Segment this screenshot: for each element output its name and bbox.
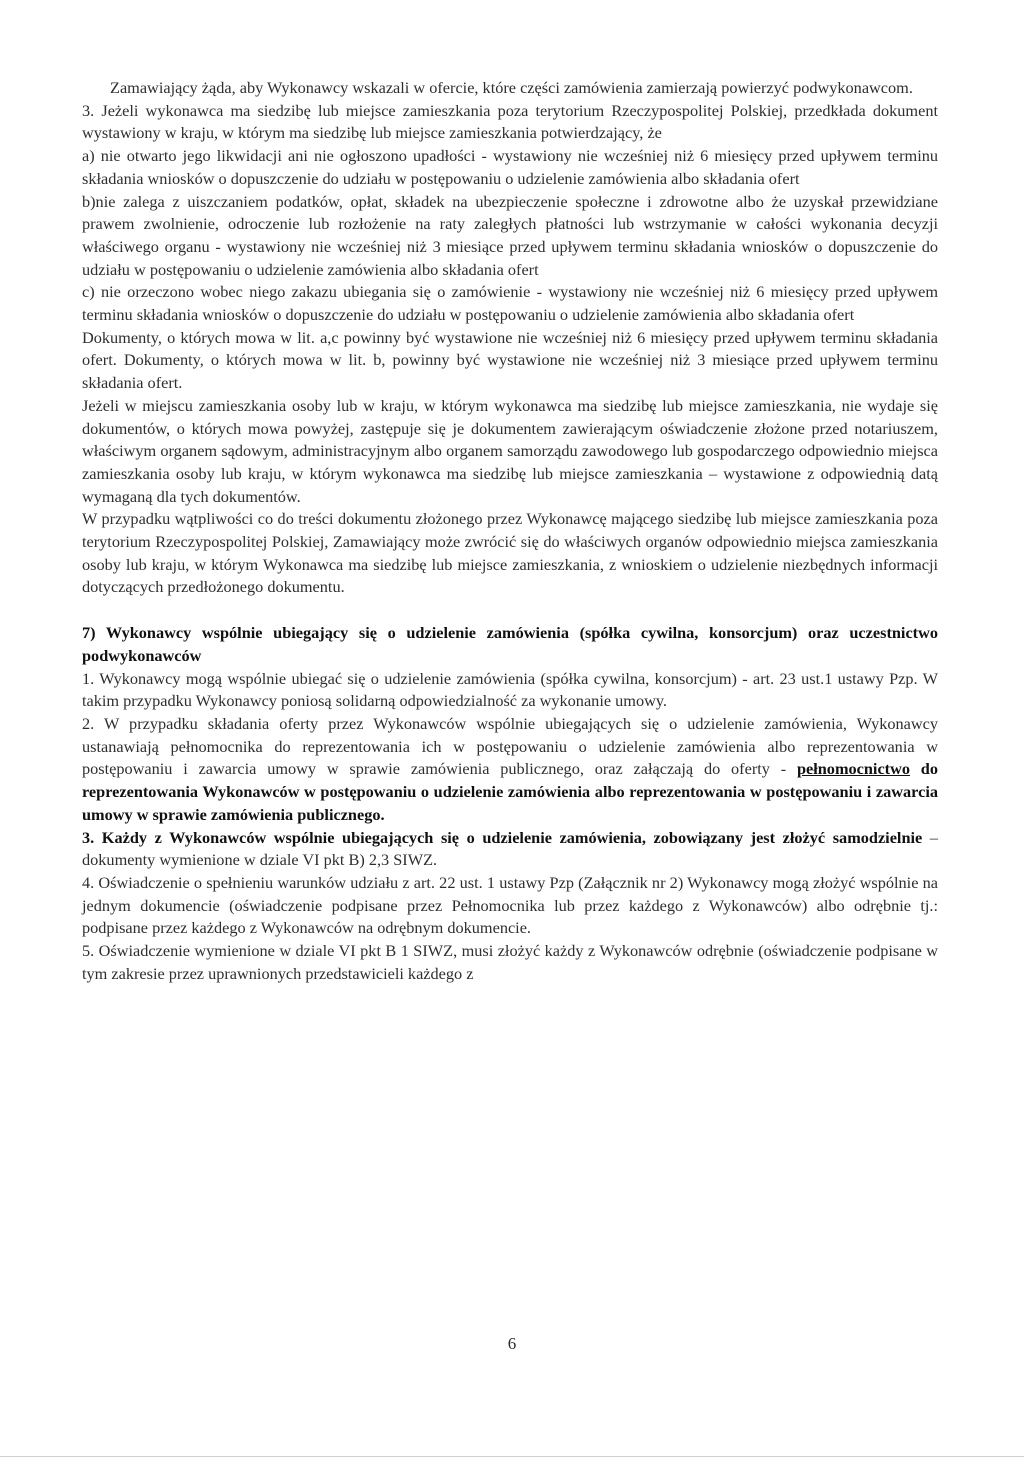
page-number: 6	[507, 1334, 517, 1353]
paragraph-foreign-documents: 3. Jeżeli wykonawca ma siedzibę lub miejsce zamieszkania poza terytorium Rzeczypospolitej Polskiej, przedkłada dokument wystawiony w kraju, w którym ma siedzibę lub miejsce zamieszkania potwierdzający, że	[82, 100, 938, 143]
section-7-item-1: 1. Wykonawcy mogą wspólnie ubiegać się o udzielenie zamówienia (spółka cywilna, konsorcjum) - art. 23 ust.1 ustawy Pzp. W takim przypadku Wykonawcy poniosą solidarną odpowiedzialność za wykonanie umowy.	[82, 668, 938, 711]
item-b: b)nie zalega z uiszczaniem podatków, opłat, składek na ubezpieczenie społeczne i zdrowotne albo że uzyskał przewidziane prawem zwolnienie, odroczenie lub rozłożenie na raty zaległych płatności lub wstrzymanie w całości wykonania decyzji właściwego organu - wystawiony nie wcześniej niż 3 miesiące przed upływem terminu składania wniosków o dopuszczenie do udziału w postępowaniu o udzielenie zamówienia albo składania ofert	[82, 191, 938, 279]
section-7-item-4: 4. Oświadczenie o spełnieniu warunków udziału z art. 22 ust. 1 ustawy Pzp (Załącznik nr 2) Wykonawcy mogą złożyć wspólnie na jednym dokumencie (oświadczenie podpisane przez Pełnomocnika lub przez każdego z Wykonawców) albo odrębnie tj.: podpisane przez każdego z Wykonawców na odrębnym dokumencie.	[82, 872, 938, 938]
item-a: a) nie otwarto jego likwidacji ani nie ogłoszono upadłości - wystawiony nie wcześniej niż 6 miesięcy przed upływem terminu składania wniosków o dopuszczenie do udziału w postępowaniu o udzielenie zamówienia albo składania ofert	[82, 146, 938, 188]
item-3-text: – dokumenty wymienione w dziale VI pkt B) 2,3 SIWZ.	[82, 827, 938, 870]
section-7-item-5: 5. Oświadczenie wymienione w dziale VI pkt B 1 SIWZ, musi złożyć każdy z Wykonawców odrębnie (oświadczenie podpisane w tym zakresie przez uprawnionych przedstawicieli każdego z	[82, 941, 938, 983]
section-7-item-2	[82, 713, 938, 827]
intro-paragraph: Zamawiający żąda, aby Wykonawcy wskazali w ofercie, które części zamówienia zamierzają powierzyć podwykonawcom.	[110, 78, 913, 97]
section-7-item-3	[82, 827, 938, 872]
section-7-heading: 7) Wykonawcy wspólnie ubiegający się o udzielenie zamówienia (spółka cywilna, konsorcjum) oraz uczestnictwo podwykonawców	[82, 623, 938, 665]
paragraph-document-dates: Dokumenty, o których mowa w lit. a,c powinny być wystawione nie wcześniej niż 6 miesięcy przed upływem terminu składania ofert. Dokumenty, o których mowa w lit. b, powinny być wystawione nie wcześniej niż 3 miesiące przed upływem terminu składania ofert.	[82, 327, 938, 393]
spacer	[82, 599, 938, 622]
item-2-bold-text: do reprezentowania Wykonawców w postępowaniu o udzielenie zamówienia albo reprezentowania w postępowaniu i zawarcia umowy w sprawie zamówienia publicznego.	[82, 759, 938, 824]
paragraph-doubts: W przypadku wątpliwości co do treści dokumentu złożonego przez Wykonawcę mającego siedzibę lub miejsce zamieszkania poza terytorium Rzeczypospolitej Polskiej, Zamawiający może zwrócić się do właściwych organów odpowiednio miejsca zamieszkania osoby lub kraju, w którym Wykonawca ma siedzibę lub miejsce zamieszkania, z wnioskiem o udzielenie niezbędnych informacji dotyczących przedłożonego dokumentu.	[82, 509, 938, 597]
paragraph-substitute-document: Jeżeli w miejscu zamieszkania osoby lub w kraju, w którym wykonawca ma siedzibę lub miejsce zamieszkania, nie wydaje się dokumentów, o których mowa powyżej, zastępuje się je dokumentem zawierającym oświadczenie złożone przed notariuszem, właściwym organem sądowym, administracyjnym albo organem samorządu zawodowego lub gospodarczego odpowiednio miejsca zamieszkania osoby lub kraju, w którym wykonawca ma siedzibę lub miejsce zamieszkania – wystawione z odpowiednią datą wymaganą dla tych dokumentów.	[82, 395, 938, 506]
item-2-text: 2. W przypadku składania oferty przez Wykonawców wspólnie ubiegających się o udzielenie zamówienia, Wykonawcy ustanawiają pełnomocnika do reprezentowania ich w postępowaniu o udzielenie zamówienia albo reprezentowania w postępowaniu i zawarcia umowy w sprawie zamówienia publicznego, oraz załączają do oferty -	[82, 713, 938, 779]
document-page	[82, 77, 938, 985]
item-c: c) nie orzeczono wobec niego zakazu ubiegania się o zamówienie - wystawiony nie wcześniej niż 6 miesięcy przed upływem terminu składania wniosków o dopuszczenie do udziału w postępowaniu o udzielenie zamówienia albo składania ofert	[82, 282, 938, 325]
item-2-power-of-attorney: pełnomocnictwo	[796, 759, 910, 779]
bottom-edge-line	[0, 1456, 1024, 1457]
item-3-bold-text: 3. Każdy z Wykonawców wspólnie ubiegających się o udzielenie zamówienia, zobowiązany jest złożyć samodzielnie	[82, 827, 923, 847]
